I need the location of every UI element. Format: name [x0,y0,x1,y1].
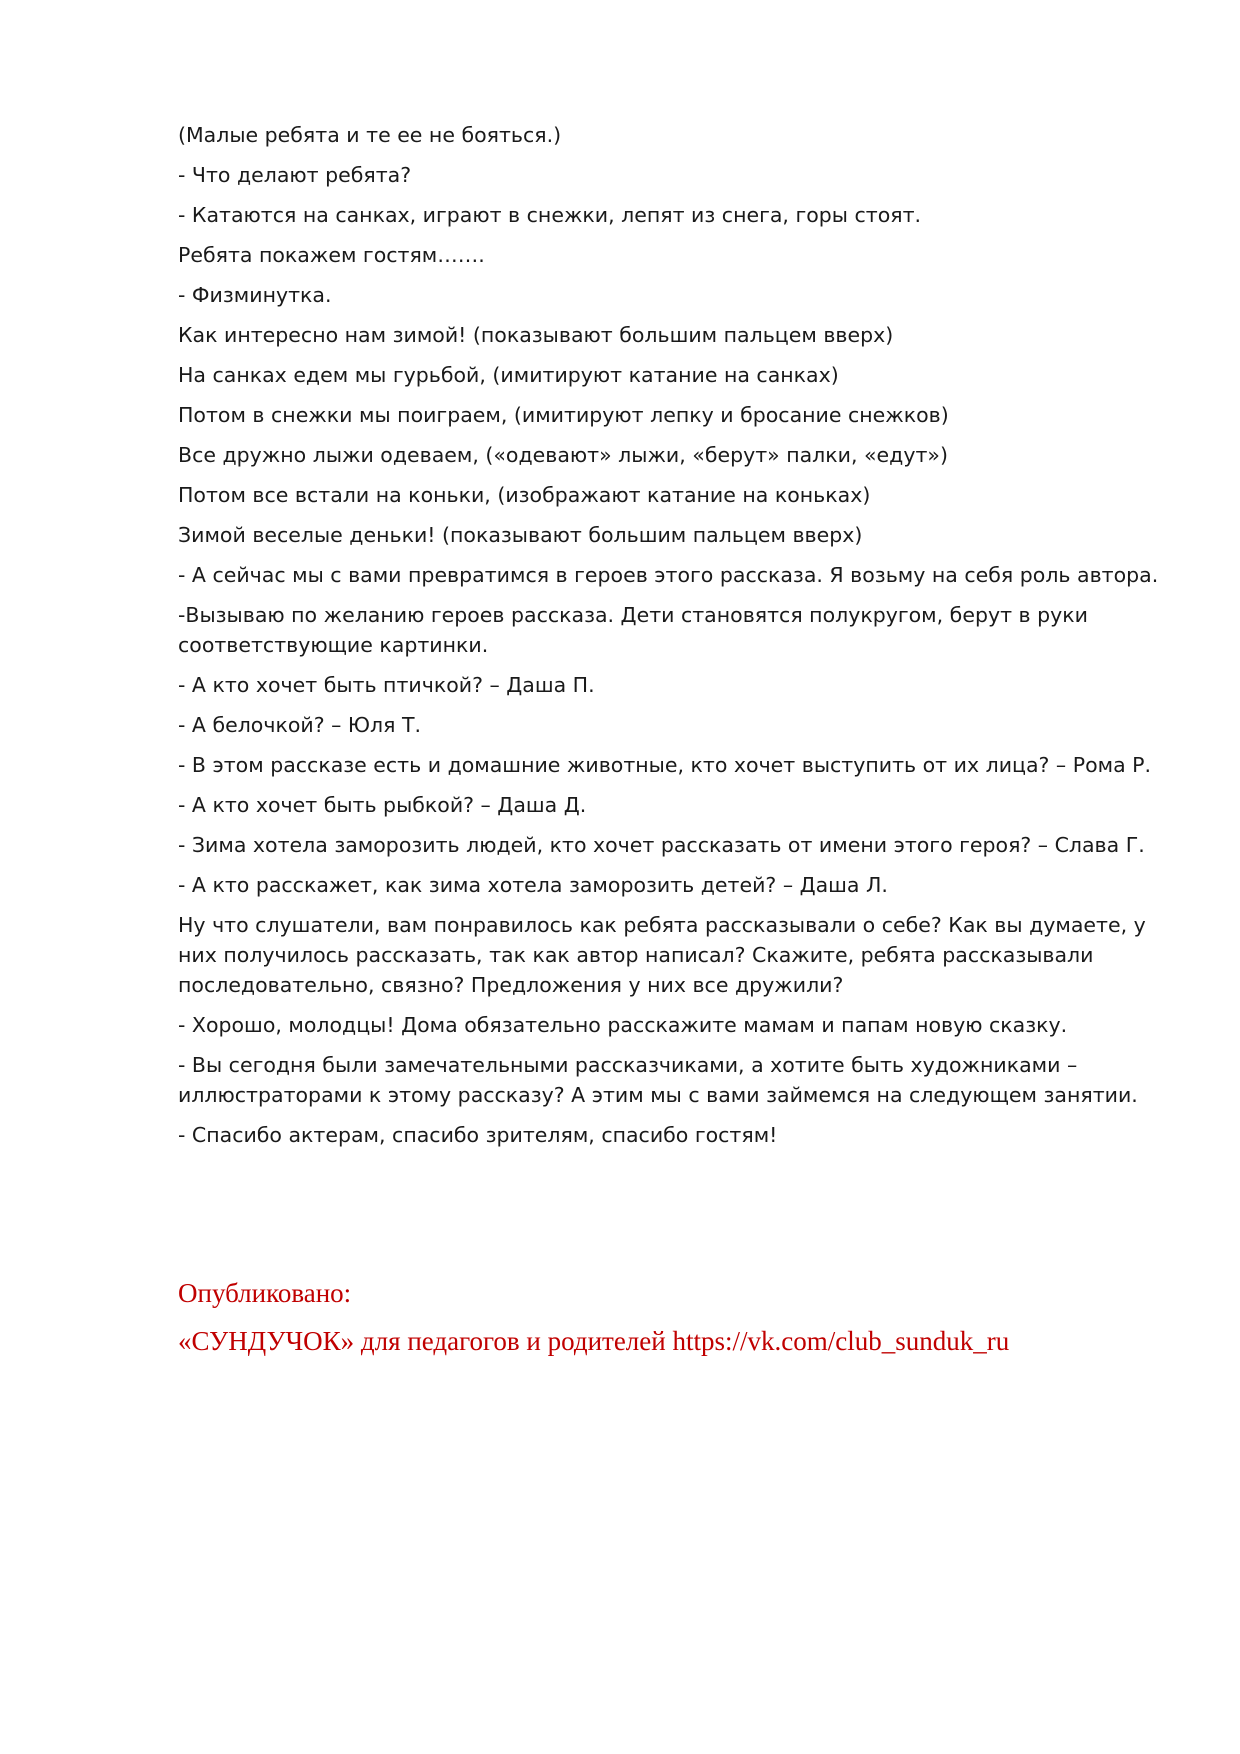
paragraph: Потом в снежки мы поиграем, (имитируют лепку и бросание снежков) [178,403,949,427]
paragraph: - Спасибо актерам, спасибо зрителям, спасибо гостям! [178,1123,778,1147]
paragraph: Зимой веселые деньки! (показывают большим пальцем вверх) [178,523,863,547]
paragraph: Ребята покажем гостям……. [178,243,485,267]
paragraph: - В этом рассказе есть и домашние животные, кто хочет выступить от их лица? – Рома Р. [178,753,1152,777]
paragraph: - А сейчас мы с вами превратимся в героев этого рассказа. Я возьму на себя роль автора. [178,563,1159,587]
paragraph: (Малые ребята и те ее не бояться.) [178,123,562,147]
paragraph: Ну что слушатели, вам понравилось как ребята рассказывали о себе? Как вы думаете, у них получилось рассказать, так как автор написал? Скажите, ребята рассказывали последовательно, связно? Предложения у них все дружили? [178,913,1146,997]
paragraph: - Хорошо, молодцы! Дома обязательно расскажите мамам и папам новую сказку. [178,1013,1068,1037]
paragraph: -Вызываю по желанию героев рассказа. Дети становятся полукругом, берут в руки соответствующие картинки. [178,603,1088,657]
paragraph: - А кто хочет быть рыбкой? – Даша Д. [178,793,587,817]
paragraph: Потом все встали на коньки, (изображают катание на коньках) [178,483,871,507]
paragraph: - Что делают ребята? [178,163,412,187]
paragraph: - Вы сегодня были замечательными рассказчиками, а хотите быть художниками – иллюстраторами к этому рассказу? А этим мы с вами займемся на следующем занятии. [178,1053,1138,1107]
publication-footer [178,1276,1163,1358]
publication-source-link[interactable]: «СУНДУЧОК» для педагогов и родителей https://vk.com/club_sunduk_ru [178,1326,1010,1356]
paragraph: - Катаются на санках, играют в снежки, лепят из снега, горы стоят. [178,203,922,227]
paragraph: - Физминутка. [178,283,332,307]
paragraph: - А кто расскажет, как зима хотела заморозить детей? – Даша Л. [178,873,888,897]
paragraph: Как интересно нам зимой! (показывают большим пальцем вверх) [178,323,894,347]
paragraph: На санках едем мы гурьбой, (имитируют катание на санках) [178,363,839,387]
paragraph: - А белочкой? – Юля Т. [178,713,421,737]
paragraph: Все дружно лыжи одеваем, («одевают» лыжи, «берут» палки, «едут») [178,443,948,467]
paragraph: - Зима хотела заморозить людей, кто хочет рассказать от имени этого героя? – Слава Г. [178,833,1145,857]
paragraph: - А кто хочет быть птичкой? – Даша П. [178,673,595,697]
published-label: Опубликовано: [178,1278,352,1308]
document-body [178,120,1163,1160]
